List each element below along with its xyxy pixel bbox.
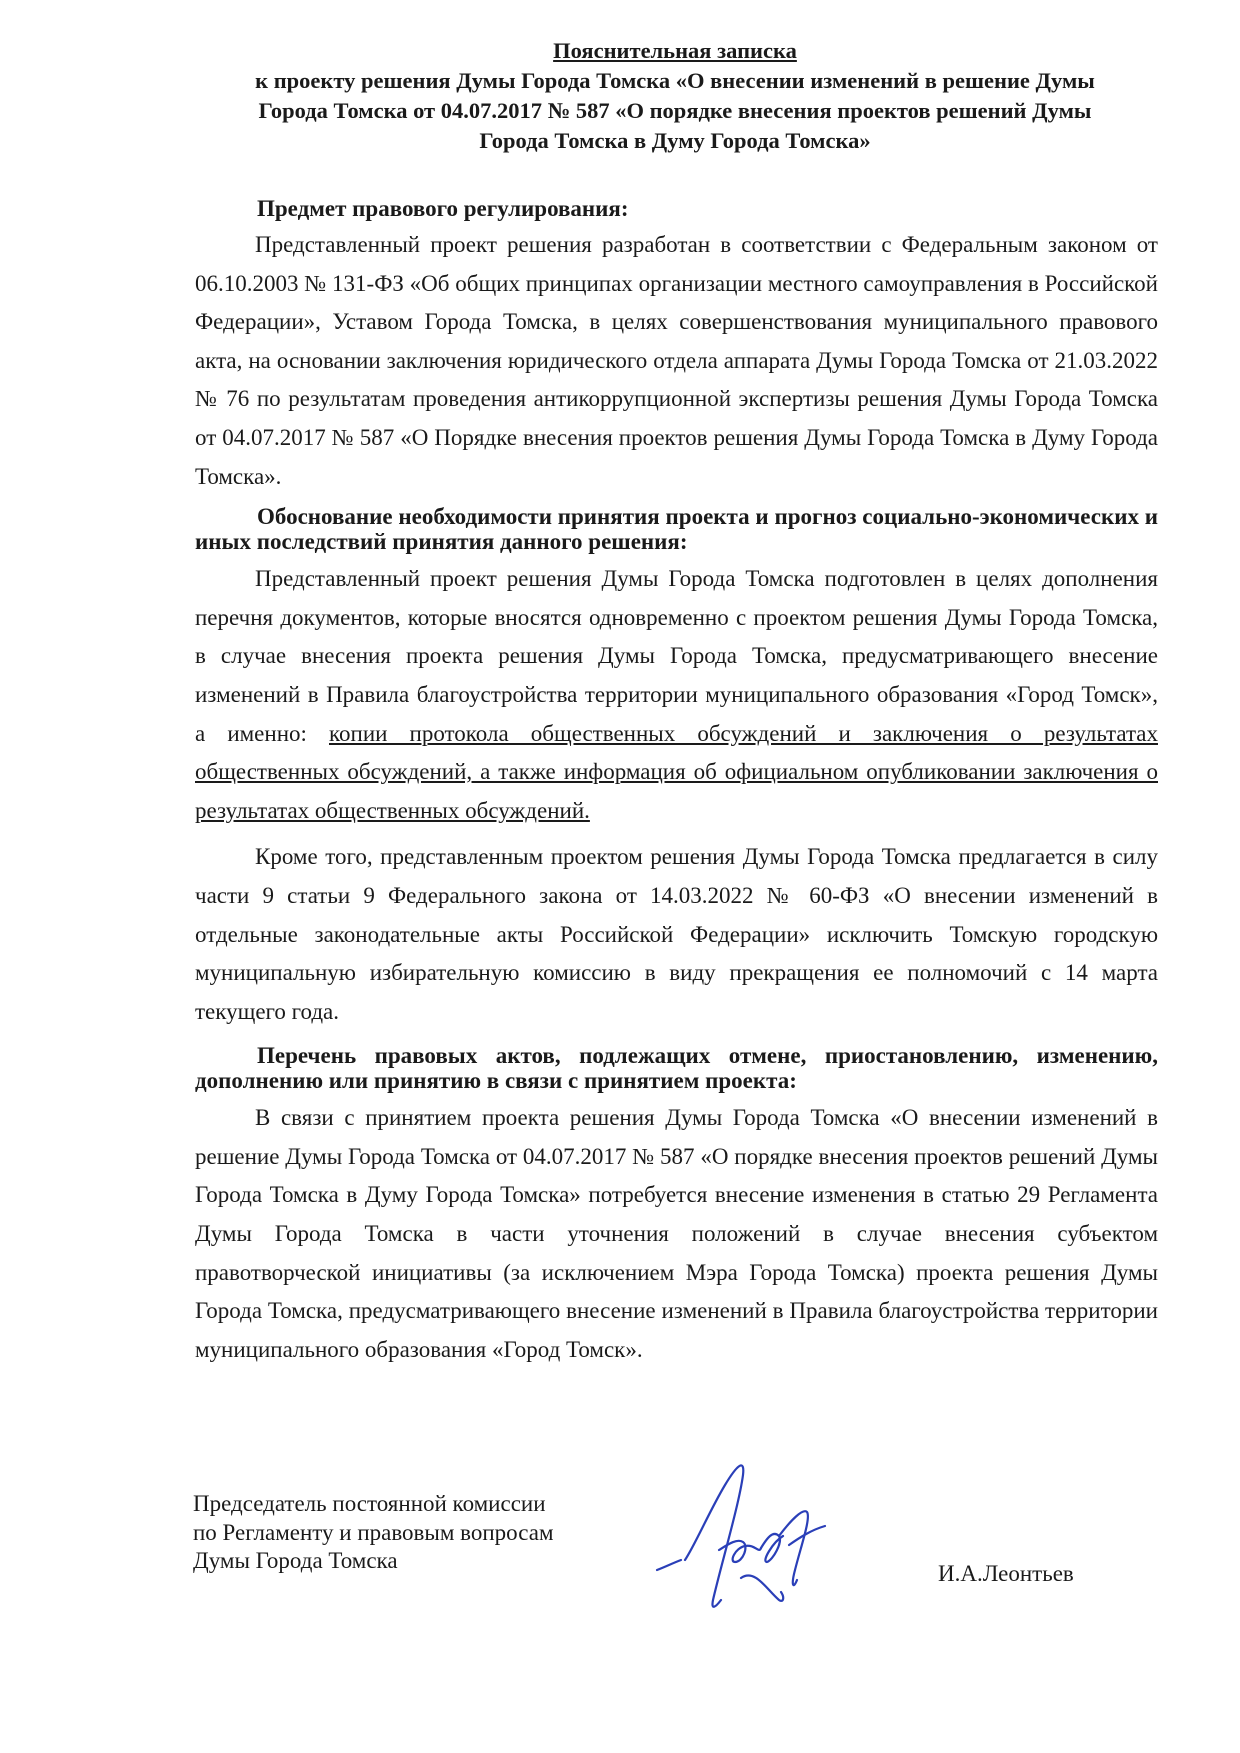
document-title <box>195 36 1155 156</box>
signatory-position-line-1: Председатель постоянной комиссии <box>193 1491 546 1516</box>
signatory-name: И.А.Леонтьев <box>938 1561 1074 1586</box>
section-2-paragraph-2: Кроме того, представленным проектом решения Думы Города Томска предлагается в силу части 9 статьи 9 Федерального закона от 14.03.2022 № 60-ФЗ «О внесении изменений в отдельные законодательные акты Российской Федерации» исключить Томскую городскую муниципальную избирательную комиссию в виду прекращения ее полномочий с 14 марта текущего года. <box>195 844 1158 1024</box>
title-line-1: к проекту решения Думы Города Томска «О внесении изменений в решение Думы <box>255 68 1095 93</box>
handwritten-signature <box>655 1450 860 1615</box>
section-2-paragraph-1 <box>195 560 1158 830</box>
title-main: Пояснительная записка <box>553 38 797 63</box>
section-3-paragraph: В связи с принятием проекта решения Думы Города Томска «О внесении изменений в решение Думы Города Томска от 04.07.2017 № 587 «О порядке внесения проектов решений Думы Города Томска в Думу Города Томска» потребуется внесение изменения в статью 29 Регламента Думы Города Томска в части уточнения положений в случае внесения субъектом правотворческой инициативы (за исключением Мэра Города Томска) проекта решения Думы Города Томска, предусматривающего внесение изменений в Правила благоустройства территории муниципального образования «Город Томск». <box>195 1105 1158 1362</box>
signatory-position-line-3: Думы Города Томска <box>193 1548 398 1573</box>
signatory-position-line-2: по Регламенту и правовым вопросам <box>193 1519 554 1545</box>
title-line-3: Города Томска в Думу Города Томска» <box>479 128 871 153</box>
title-line-2: Города Томска от 04.07.2017 № 587 «О порядке внесения проектов решений Думы <box>258 98 1092 123</box>
document-body <box>195 196 1158 1369</box>
section-2-paragraph-1-text: Представленный проект решения Думы Города Томска подготовлен в целях дополнения перечня документов, которые вносятся одновременно с проектом решения Думы Города Томска, в случае внесения проекта решения Думы Города Томска, предусматривающего внесение изменений в Правила благоустройства территории муниципального образования «Город Томск», а именно: <box>195 566 1158 746</box>
section-2-heading: Обоснование необходимости принятия проекта и прогноз социально-экономических и иных последствий принятия данного решения: <box>195 504 1158 555</box>
section-2-paragraph-1-underlined: копии протокола общественных обсуждений и заключения о результатах общественных обсуждений, а также информация об официальном опубликовании заключения о результатах общественных обсуждений. <box>195 720 1158 823</box>
section-3-heading: Перечень правовых актов, подлежащих отмене, приостановлению, изменению, дополнению или принятию в связи с принятием проекта: <box>195 1043 1158 1094</box>
signatory-position <box>193 1490 554 1576</box>
section-1-heading: Предмет правового регулирования: <box>257 196 629 221</box>
section-1-paragraph: Представленный проект решения разработан в соответствии с Федеральным законом от 06.10.2003 № 131-ФЗ «Об общих принципах организации местного самоуправления в Российской Федерации», Уставом Города Томска, в целях совершенствования муниципального правового акта, на основании заключения юридического отдела аппарата Думы Города Томска от 21.03.2022 № 76 по результатам проведения антикоррупционной экспертизы решения Думы Города Томска от 04.07.2017 № 587 «О Порядке внесения проектов решения Думы Города Томска в Думу Города Томска». <box>195 232 1158 489</box>
